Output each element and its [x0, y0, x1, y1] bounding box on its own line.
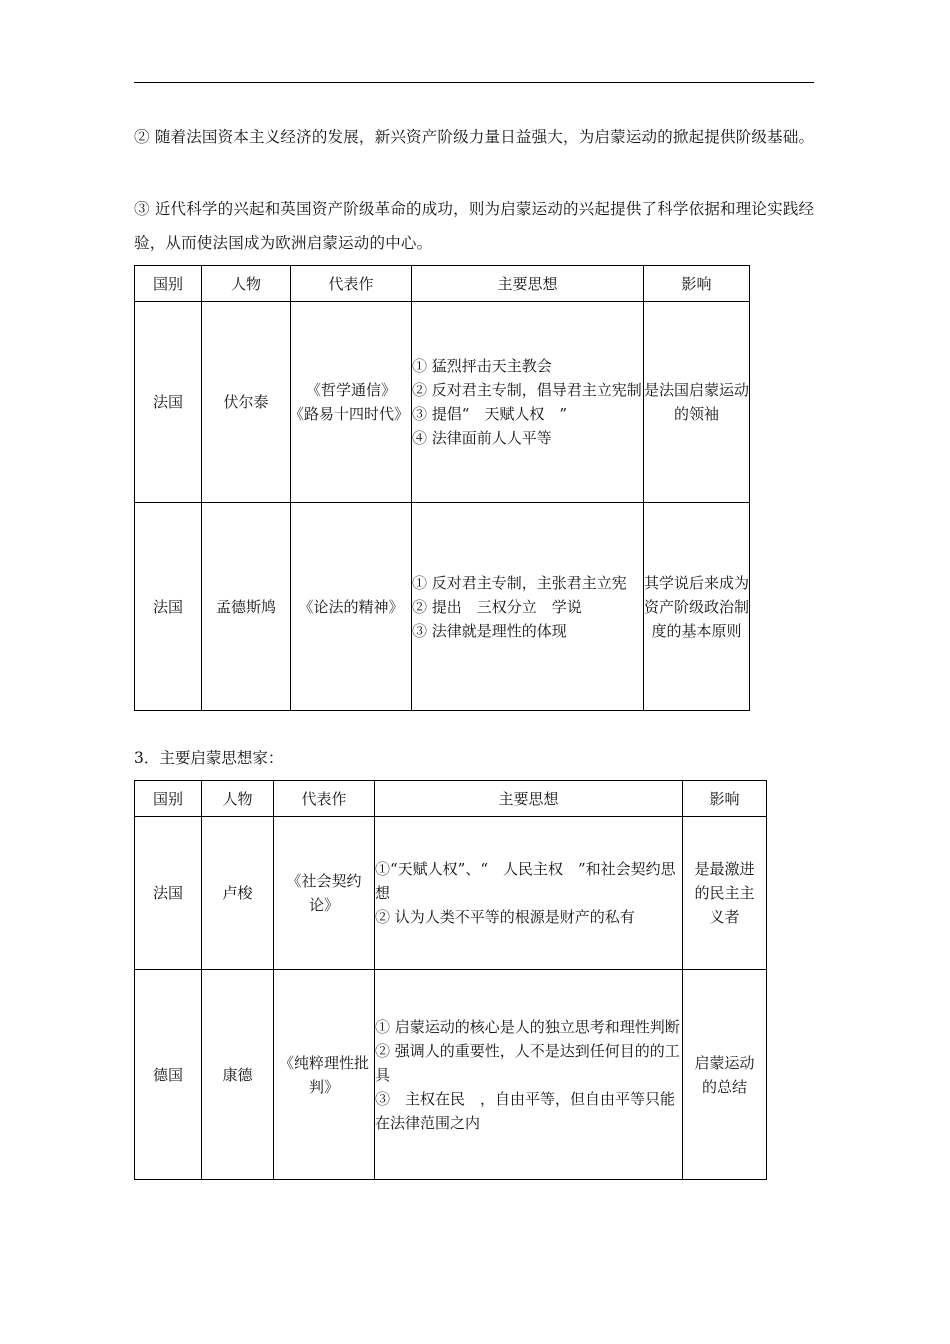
cell-works: [274, 970, 375, 1180]
thought-item: ④ 法律面前人人平等: [412, 429, 552, 447]
header-thoughts: 主要思想: [375, 781, 683, 817]
work-title: 《论法的精神》: [298, 597, 404, 616]
table-row: [135, 817, 767, 970]
work-title: 《社会契约论》: [286, 872, 362, 914]
work-title: 《路易十四时代》: [288, 405, 409, 423]
cell-thoughts: [375, 970, 683, 1180]
header-works: 代表作: [291, 266, 412, 302]
table-row: [135, 503, 750, 711]
thought-item: ② 反对君主专制，倡导君主立宪制: [412, 381, 642, 399]
cell-country: 法国: [135, 817, 202, 970]
thought-item: ① 启蒙运动的核心是人的独立思考和理性判断: [375, 1017, 680, 1036]
header-thoughts: 主要思想: [412, 266, 644, 302]
thought-item: ② 提出 三权分立 学说: [412, 597, 582, 616]
thought-item: ② 认为人类不平等的根源是财产的私有: [375, 908, 635, 926]
thought-item: ③ 提倡“ 天赋人权 ”: [412, 405, 568, 423]
thought-item: ③ 主权在民 ，自由平等，但自由平等只能在法律范围之内: [375, 1089, 676, 1132]
header-rule: [134, 82, 814, 83]
header-impact: 影响: [644, 266, 750, 302]
cell-thoughts: [412, 503, 644, 711]
thought-item: ①“天赋人权”、“ 人民主权 ”和社会契约思想: [375, 860, 676, 902]
header-person: 人物: [202, 781, 274, 817]
cell-works: [291, 503, 412, 711]
cell-impact: 是最激进的民主主义者: [683, 817, 767, 970]
header-works: 代表作: [274, 781, 375, 817]
table-header-row: [135, 781, 767, 817]
cell-country: 德国: [135, 970, 202, 1180]
header-impact: 影响: [683, 781, 767, 817]
intro-paragraph-3: ③ 近代科学的兴起和英国资产阶级革命的成功，则为启蒙运动的兴起提供了科学依据和理论实践经验，从而使法国成为欧洲启蒙运动的中心。: [134, 200, 815, 252]
header-person: 人物: [202, 266, 291, 302]
cell-works: [274, 817, 375, 970]
intro-paragraph-2: ② 随着法国资本主义经济的发展，新兴资产阶级力量日益强大，为启蒙运动的掀起提供阶级基础。: [134, 128, 815, 146]
cell-works: [288, 302, 412, 503]
cell-impact: 是法国启蒙运动的领袖: [644, 302, 750, 503]
cell-person: 康德: [202, 970, 274, 1180]
table-row: [135, 302, 750, 503]
thinkers-table-2: [134, 780, 767, 1180]
work-title: 《纯粹理性批判》: [278, 1053, 369, 1096]
cell-person: 卢梭: [202, 817, 274, 970]
header-country: 国别: [135, 266, 202, 302]
table-header-row: [135, 266, 750, 302]
cell-impact: 启蒙运动的总结: [683, 970, 767, 1180]
thought-item: ① 猛烈抨击天主教会: [412, 357, 552, 375]
thought-item: ③ 法律就是理性的体现: [412, 621, 567, 640]
thought-item: ① 反对君主专制，主张君主立宪: [412, 573, 627, 592]
cell-person: 孟德斯鸠: [202, 503, 291, 711]
thinkers-table-1: [134, 265, 750, 711]
cell-country: 法国: [135, 302, 202, 503]
header-country: 国别: [135, 781, 202, 817]
cell-person: 伏尔泰: [202, 302, 291, 503]
cell-country: 法国: [135, 503, 202, 711]
work-title: 《哲学通信》: [305, 381, 396, 399]
section-heading: 3．主要启蒙思想家：: [134, 749, 284, 767]
thought-item: ② 强调人的重要性，人不是达到任何目的的工具: [375, 1041, 680, 1084]
cell-thoughts: [375, 817, 683, 970]
table-row: [135, 970, 767, 1180]
cell-thoughts: [412, 302, 644, 503]
cell-impact: 其学说后来成为资产阶级政治制度的基本原则: [644, 503, 750, 711]
